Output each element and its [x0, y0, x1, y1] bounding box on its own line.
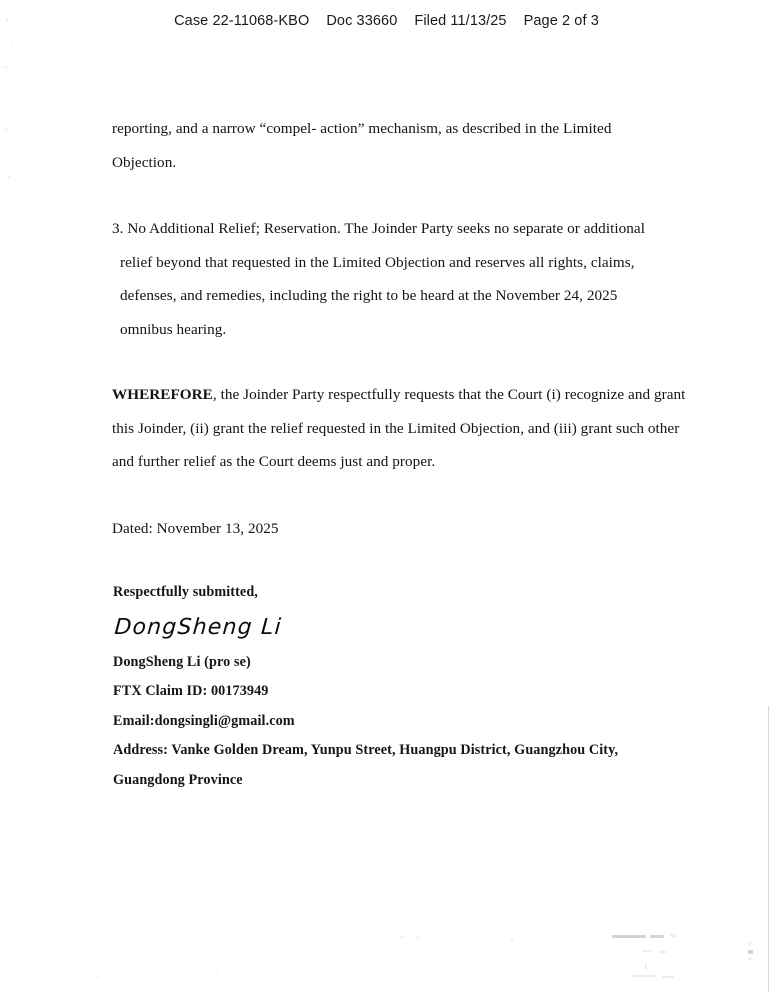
dated-text: Dated: November 13, 2025: [112, 520, 279, 537]
header-page-number: Page 2 of 3: [523, 13, 599, 29]
header-filed-date: Filed 11/13/25: [414, 13, 507, 29]
address-line: Address: Vanke Golden Dream, Yunpu Street, Huangpu District, Guangzhou City, Guangdong Province: [113, 742, 619, 788]
paragraph-line: [112, 378, 686, 412]
paragraph-line: omnibus hearing.: [120, 320, 227, 338]
paragraph-line: and further relief as the Court deems just and proper.: [112, 453, 436, 470]
dated-line: [112, 512, 660, 546]
signature-block: [113, 578, 673, 795]
wherefore-lead: WHEREFORE: [112, 386, 213, 403]
wherefore-line1-rest: , the Joinder Party respectfully requests that the Court (i) recognize and grant: [212, 386, 686, 403]
email-line: Email:dongsingli@gmail.com: [113, 712, 295, 729]
paragraph-line: relief beyond that requested in the Limited Objection and reserves all rights, claims,: [120, 253, 635, 271]
handwritten-signature: DongSheng Li: [113, 614, 283, 640]
paragraph-line: 3. No Additional Relief; Reservation. The Joinder Party seeks no separate or additional: [112, 220, 645, 237]
paragraph-line: Objection.: [112, 153, 177, 171]
paragraph-line: defenses, and remedies, including the right to be heard at the November 24, 2025: [120, 287, 618, 304]
header-case-number: Case 22-11068-KBO: [174, 13, 310, 29]
scan-edge-line-artifact: [768, 706, 769, 992]
claim-id-line: FTX Claim ID: 00173949: [113, 683, 269, 699]
signer-name-line: DongSheng Li (pro se): [113, 653, 251, 670]
header-document-number: Doc 33660: [326, 13, 398, 29]
paragraph-line: reporting, and a narrow “compel- action” mechanism, as described in the Limited: [112, 120, 612, 137]
respectfully-submitted-line: Respectfully submitted,: [113, 584, 258, 600]
paragraph-wherefore: [112, 378, 686, 479]
paragraph-line: this Joinder, (ii) grant the relief requested in the Limited Objection, and (iii) grant such other: [112, 419, 680, 437]
paragraph-3-no-additional-relief: [112, 212, 660, 346]
paragraph-continued: [112, 112, 660, 179]
ecf-header-stamp: [0, 13, 773, 29]
